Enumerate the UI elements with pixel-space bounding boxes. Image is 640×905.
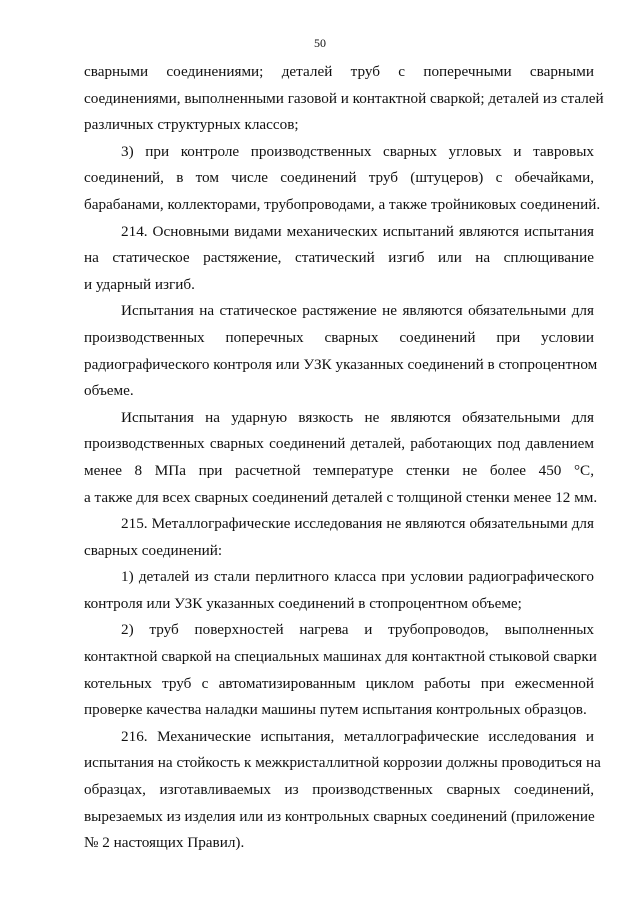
- paragraph: [84, 405, 598, 511]
- page-number: 50: [314, 36, 326, 50]
- text-line: производственных поперечных сварных соединений при условии: [84, 328, 594, 346]
- text-line: сварными соединениями; деталей труб с поперечными сварными: [84, 63, 594, 80]
- text-line: сварных соединений:: [84, 541, 223, 559]
- text-line: 1) деталей из стали перлитного класса при условии радиографического: [121, 568, 594, 586]
- text-line: а также для всех сварных соединений деталей с толщиной стенки менее 12 мм.: [84, 488, 598, 506]
- paragraph: [84, 219, 594, 299]
- text-line: котельных труб с автоматизированным циклом работы при ежесменной: [84, 674, 594, 692]
- text-line: 214. Основными видами механических испытаний являются испытания: [121, 222, 594, 240]
- paragraph: [84, 511, 594, 564]
- text-line: соединений, в том числе соединений труб (штуцеров) с обечайками,: [84, 169, 594, 187]
- text-line: радиографического контроля или УЗК указанных соединений в стопроцентном: [84, 355, 598, 373]
- paragraph: [84, 139, 601, 219]
- text-line: образцах, изготавливаемых из производственных сварных соединений,: [84, 781, 594, 799]
- text-line: Испытания на статическое растяжение не являются обязательными для: [121, 302, 594, 320]
- text-line: 2) труб поверхностей нагрева и трубопроводов, выполненных: [121, 621, 594, 639]
- text-line: 215. Металлографические исследования не являются обязательными для: [121, 515, 594, 533]
- text-line: контроля или УЗК указанных соединений в стопроцентном объеме;: [84, 594, 522, 612]
- text-line: объеме.: [84, 382, 134, 400]
- text-line: контактной сваркой на специальных машинах для контактной стыковой сварки: [84, 648, 597, 666]
- text-line: испытания на стойкость к межкристаллитной коррозии должны проводиться на: [84, 754, 601, 772]
- text-line: 3) при контроле производственных сварных угловых и тавровых: [121, 142, 594, 160]
- text-line: проверке качества наладки машины путем испытания контрольных образцов.: [84, 701, 587, 719]
- text-line: на статическое растяжение, статический изгиб или на сплющивание: [84, 249, 594, 267]
- paragraph: [84, 564, 594, 617]
- text-line: Испытания на ударную вязкость не являются обязательными для: [121, 408, 594, 426]
- text-line: менее 8 МПа при расчетной температуре стенки не более 450 °С,: [84, 461, 594, 479]
- text-line: 216. Механические испытания, металлографические исследования и: [121, 727, 594, 745]
- text-line: различных структурных классов;: [84, 116, 299, 134]
- text-line: барабанами, коллекторами, трубопроводами, а также тройниковых соединений.: [84, 195, 601, 213]
- paragraph: [84, 59, 604, 139]
- paragraph: [84, 724, 601, 857]
- text-line: производственных сварных соединений деталей, работающих под давлением: [84, 435, 594, 453]
- paragraph: [84, 617, 597, 723]
- text-line: вырезаемых из изделия или из контрольных сварных соединений (приложение: [84, 807, 595, 825]
- text-line: и ударный изгиб.: [84, 275, 195, 293]
- paragraph: [84, 298, 598, 404]
- document-body: [84, 59, 604, 857]
- text-line: № 2 настоящих Правил).: [84, 834, 245, 852]
- text-line: соединениями, выполненными газовой и контактной сваркой; деталей из сталей: [84, 89, 604, 107]
